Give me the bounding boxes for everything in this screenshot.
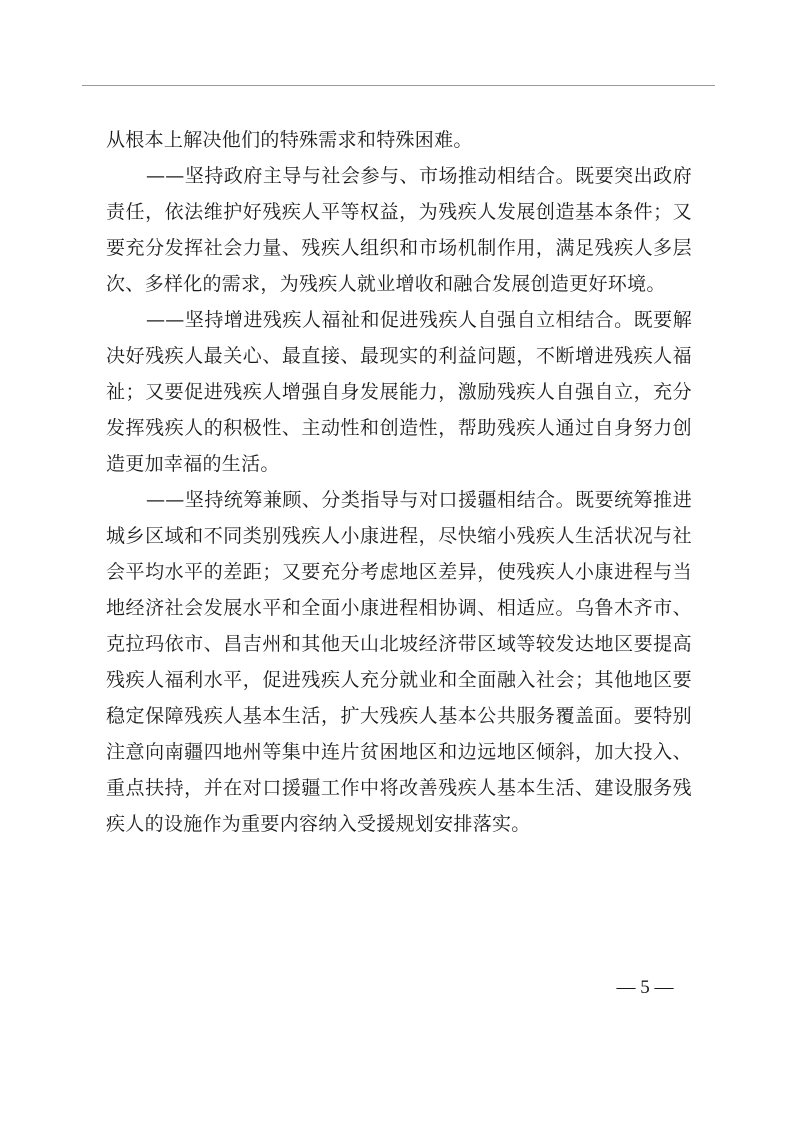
paragraph-government-society: ——坚持政府主导与社会参与、市场推动相结合。既要突出政府责任，依法维护好残疾人平等权益，为残疾人发展创造基本条件；又要充分发挥社会力量、残疾人组织和市场机制作用，满足残疾人多层次、多样化的需求，为残疾人就业增收和融合发展创造更好环境。	[106, 165, 692, 295]
header-rule	[82, 85, 715, 86]
document-body	[106, 122, 692, 842]
paragraph-overall-planning: ——坚持统筹兼顾、分类指导与对口援疆相结合。既要统筹推进城乡区域和不同类别残疾人小康进程，尽快缩小残疾人生活状况与社会平均水平的差距；又要充分考虑地区差异，使残疾人小康进程与当地经济社会发展水平和全面小康进程相协调、相适应。乌鲁木齐市、克拉玛依市、昌吉州和其他天山北坡经济带区域等较发达地区要提高残疾人福利水平，促进残疾人充分就业和全面融入社会；其他地区要稳定保障残疾人基本生活，扩大残疾人基本公共服务覆盖面。要特别注意向南疆四地州等集中连片贫困地区和边远地区倾斜，加大投入、重点扶持，并在对口援疆工作中将改善残疾人基本生活、建设服务残疾人的设施作为重要内容纳入受援规划安排落实。	[106, 489, 692, 835]
page-number: — 5 —	[616, 977, 674, 998]
paragraph-welfare-self-reliance: ——坚持增进残疾人福祉和促进残疾人自强自立相结合。既要解决好残疾人最关心、最直接、最现实的利益问题，不断增进残疾人福祉；又要促进残疾人增强自身发展能力，激励残疾人自强自立，充分发挥残疾人的积极性、主动性和创造性，帮助残疾人通过自身努力创造更加幸福的生活。	[106, 309, 692, 475]
paragraph-continuation: 从根本上解决他们的特殊需求和特殊困难。	[106, 129, 473, 151]
